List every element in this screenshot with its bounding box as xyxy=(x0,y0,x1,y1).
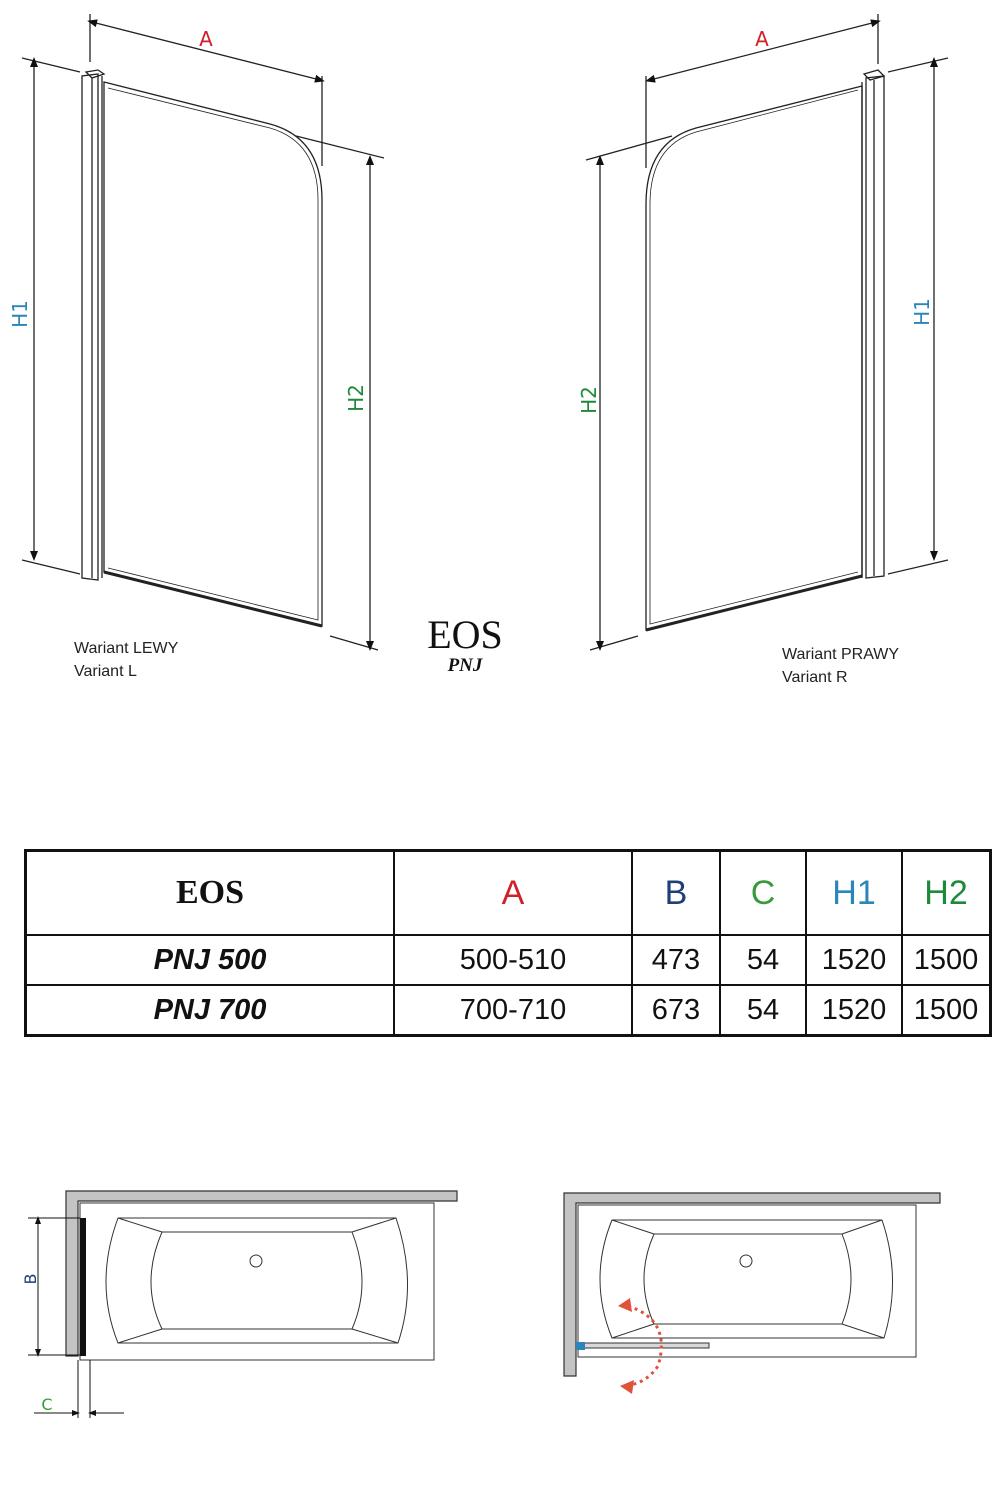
cell-h2: 1500 xyxy=(902,985,991,1036)
header-c: C xyxy=(720,851,806,936)
cell-model: PNJ 700 xyxy=(26,985,395,1036)
variant-right-label: Wariant PRAWY xyxy=(782,646,900,663)
header-model: EOS xyxy=(26,851,395,936)
header-h1: H1 xyxy=(806,851,902,936)
cell-a: 700-710 xyxy=(394,985,632,1036)
plan-right xyxy=(564,1193,940,1394)
label-h2-right: H2 xyxy=(577,386,601,414)
wall-left-plan xyxy=(66,1191,457,1356)
right-variant-drawing xyxy=(586,14,948,650)
wall-profile-left xyxy=(82,74,98,580)
plan-drawings xyxy=(0,1180,1000,1500)
wall-profile-right xyxy=(866,76,884,578)
label-a-right: A xyxy=(755,27,769,51)
left-variant-drawing xyxy=(22,14,384,650)
table-row xyxy=(26,985,991,1036)
glass-panel-right xyxy=(646,86,862,630)
cell-h2: 1500 xyxy=(902,935,991,985)
bathtub-left xyxy=(80,1203,434,1360)
cell-a: 500-510 xyxy=(394,935,632,985)
label-h2-left: H2 xyxy=(344,384,368,412)
glass-panel-left xyxy=(104,82,322,626)
product-subtitle: PNJ xyxy=(447,655,483,676)
label-b: B xyxy=(21,1273,40,1285)
label-a-left: A xyxy=(199,27,213,51)
label-h1-left: H1 xyxy=(8,300,32,328)
variant-right-label-en: Variant R xyxy=(782,669,848,686)
glass-panel-plan-right xyxy=(578,1343,709,1348)
cell-h1: 1520 xyxy=(806,935,902,985)
cell-h1: 1520 xyxy=(806,985,902,1036)
cell-model: PNJ 500 xyxy=(26,935,395,985)
cell-b: 673 xyxy=(632,985,720,1036)
label-h1-right: H1 xyxy=(910,298,934,326)
label-c: C xyxy=(41,1395,53,1414)
header-a: A xyxy=(394,851,632,936)
cell-c: 54 xyxy=(720,985,806,1036)
bathtub-right xyxy=(578,1205,916,1357)
product-title: EOS xyxy=(427,612,503,657)
variant-left-label-en: Variant L xyxy=(74,663,137,680)
glass-panel-plan-left xyxy=(80,1218,86,1356)
cell-b: 473 xyxy=(632,935,720,985)
spec-table xyxy=(24,849,992,1037)
plan-left xyxy=(21,1191,457,1418)
variant-left-label: Wariant LEWY xyxy=(74,640,179,657)
table-row xyxy=(26,935,991,985)
table-header-row xyxy=(26,851,991,936)
cell-c: 54 xyxy=(720,935,806,985)
header-h2: H2 xyxy=(902,851,991,936)
elevation-drawings xyxy=(0,0,1000,720)
header-b: B xyxy=(632,851,720,936)
